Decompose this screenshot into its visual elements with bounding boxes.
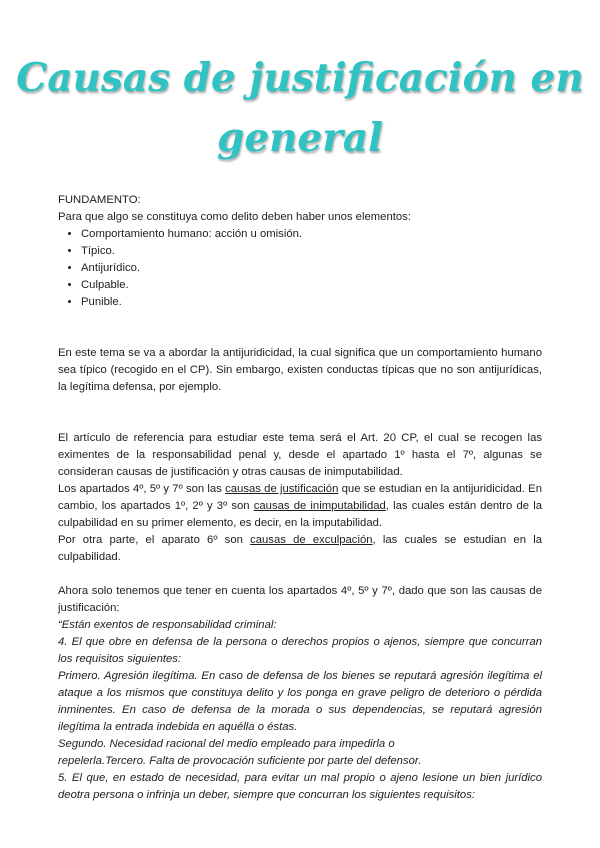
paragraph-ahora: Ahora solo tenemos que tener en cuenta los apartados 4º, 5º y 7º, dado que son las causas de justificación: [58, 585, 542, 614]
list-item: • Antijurídico. [81, 260, 542, 277]
list-item: • Típico. [81, 243, 542, 260]
elements-list [58, 226, 542, 311]
fundamento-heading: FUNDAMENTO: [58, 194, 141, 206]
title-line-1: Causas de justificación en [16, 55, 584, 101]
title-line-2: general [217, 115, 383, 161]
quote-apartado-4: 4. El que obre en defensa de la persona o derechos propios o ajenos, siempre que concurran los requisitos siguientes: [58, 636, 542, 665]
paragraph-art20: El artículo de referencia para estudiar este tema será el Art. 20 CP, el cual se recogen las eximentes de la responsabilidad penal y, desde el apartado 1º hasta el 7º, algunas se consideran causas de justificación y otras causas de inimputabilidad. [58, 432, 542, 478]
paragraph-apartado-6: Por otra parte, el aparato 6º son causas de exculpación, las cuales se estudian en la culpabilidad. [58, 534, 542, 563]
list-item: • Punible. [81, 294, 542, 311]
quote-segundo: Segundo. Necesidad racional del medio empleado para impedirla o [58, 738, 395, 750]
elements-intro: Para que algo se constituya como delito deben haber unos elementos: [58, 211, 411, 223]
list-item: • Comportamiento humano: acción u omisión. [81, 226, 542, 243]
paragraph-antijuridicidad: En este tema se va a abordar la antijuridicidad, la cual significa que un comportamiento humano sea típico (recogido en el CP). Sin embargo, existen conductas típicas que no son antijurídicas, la legítima defensa, por ejemplo. [58, 347, 542, 393]
list-item: • Culpable. [81, 277, 542, 294]
link-causas-justificacion: causas de justificación [225, 483, 339, 495]
quote-apartado-5: 5. El que, en estado de necesidad, para evitar un mal propio o ajeno lesione un bien jurídico deotra persona o infrinja un deber, siempre que concurran los siguientes requisitos: [58, 772, 542, 801]
link-causas-exculpacion: causas de exculpación [250, 534, 373, 546]
document-body [58, 192, 542, 804]
quote-line-1: “Están exentos de responsabilidad criminal: [58, 619, 277, 631]
quote-primero: Primero. Agresión ilegítima. En caso de defensa de los bienes se reputará agresión ilegítima el ataque a los mismos que constituya delito y los ponga en grave peligro de deterioro o pérdida inminentes. En caso de defensa de la morada o sus dependencias, se reputará agresión ilegítima la entrada indebida en aquélla o éstas. [58, 670, 542, 733]
document-title [0, 48, 600, 168]
link-causas-inimputabilidad: causas de inimputabilidad [253, 500, 386, 512]
quote-tercero: repelerla.Tercero. Falta de provocación suficiente por parte del defensor. [58, 755, 422, 767]
paragraph-apartados: Los apartados 4º, 5º y 7º son las causas de justificación que se estudian en la antijuridicidad. En cambio, los apartados 1º, 2º y 3º son causas de inimputabilidad, las cuales están dentro de la culpabilidad en su primer elemento, es decir, en la imputabilidad. [58, 483, 543, 529]
